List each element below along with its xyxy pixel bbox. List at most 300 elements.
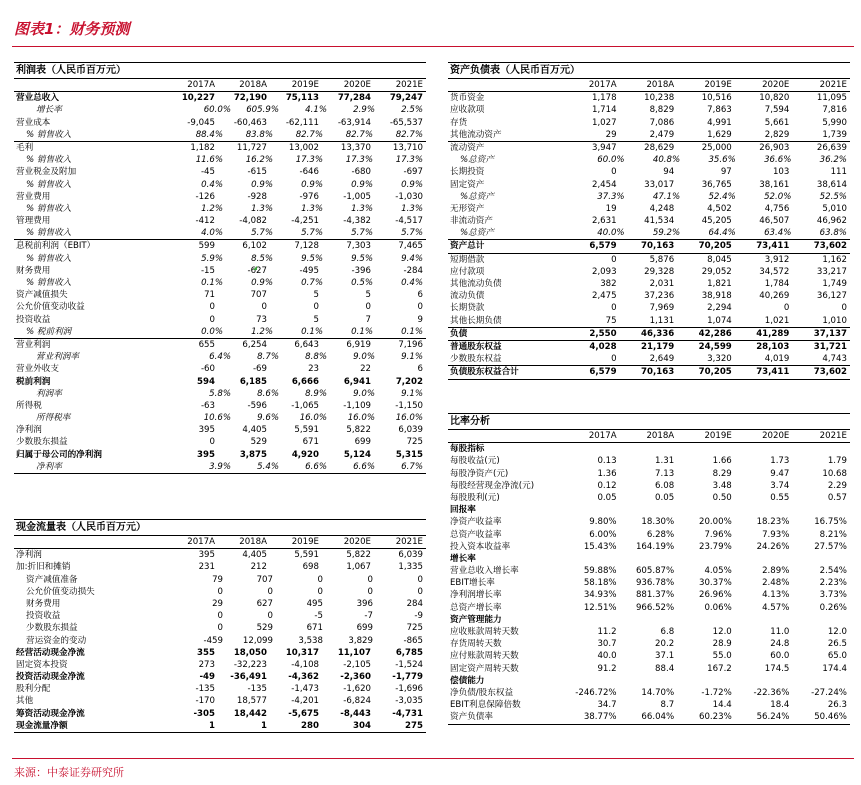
value-cell: 174.5 [764,663,790,674]
value-cell: 33,217 [816,266,847,277]
value-cell: 91.2 [597,663,617,674]
value-cell: 9.0% [353,352,375,363]
value-cell: 0 [217,611,223,622]
value-cell [735,504,793,516]
value-cell [792,675,850,687]
year-header: 2018A [239,80,267,90]
row-label: EBIT利息保障倍数 [450,700,521,711]
row-label: 每股收益(元) [450,456,500,467]
value-cell: 73,411 [756,367,790,378]
row-label: 少数股东损益 [26,623,78,634]
value-cell: -1,473 [291,684,319,695]
table-row [14,412,426,424]
value-cell: -5,675 [288,708,319,719]
year-header: 2020E [762,431,790,441]
value-cell: 24,599 [698,341,732,352]
column-header-row [448,79,850,92]
value-cell: -976 [299,191,319,202]
value-cell: 4,743 [822,354,847,365]
row-label: % 销售收入 [26,129,72,140]
value-cell: 8.8% [305,352,327,363]
table-row [14,708,426,720]
value-cell [677,443,735,455]
table-row [448,699,850,711]
value-cell: -63 [200,400,215,411]
row-label: 偿债能力 [450,675,485,686]
row-label: % 销售收入 [26,203,72,214]
row-label: 毛利 [16,142,34,153]
value-cell: 1.31 [655,456,675,467]
table-title: 利润表（人民币百万元） [14,62,426,79]
value-cell: 64.4% [708,228,736,239]
value-cell: 16.2% [245,155,273,166]
value-cell: 1,749 [822,279,847,289]
table-row [448,541,850,553]
row-label: 营业利润率 [36,352,79,363]
value-cell: 2.23% [819,578,847,589]
value-cell: 14.70% [641,687,675,698]
value-cell: -1,524 [395,659,423,670]
value-cell: 37.1 [655,651,675,662]
value-cell: 304 [353,720,371,731]
value-cell: 8.7% [257,352,279,363]
table-row [448,215,850,227]
year-header: 2020E [762,80,790,90]
value-cell: 167.2 [707,663,732,674]
value-cell: -63,914 [337,117,371,128]
table-row [448,455,850,467]
table-row [14,436,426,448]
table-row [448,191,850,203]
value-cell: 10,820 [759,93,790,104]
value-cell: 46,507 [759,216,790,227]
table-row [14,314,426,326]
value-cell: 7,465 [398,241,423,252]
year-header: 2017A [187,80,215,90]
value-cell: -62,111 [285,117,319,128]
value-cell: 40,269 [759,291,790,302]
value-cell: 15.43% [583,541,617,552]
value-cell: -1,005 [343,191,371,202]
value-cell: 0 [209,314,215,325]
value-cell: 3,538 [298,635,323,646]
row-label: %总资产 [460,228,494,239]
value-cell: 28,103 [756,341,790,352]
value-cell: 273 [198,659,215,670]
value-cell: 24.8 [770,639,790,650]
row-label: 其他流动资产 [450,129,502,140]
table-row [14,574,426,586]
row-label: 货币资金 [450,93,485,104]
row-label: % 销售收入 [26,228,72,239]
value-cell: 495 [306,598,323,609]
value-cell: 174.4 [822,663,847,674]
value-cell: 8.5% [251,253,273,264]
table-row [14,289,426,301]
value-cell: 1,027 [591,117,617,128]
value-cell: 11.6% [195,155,223,166]
row-label: 净利润增长率 [450,590,502,601]
value-cell: 5,591 [294,550,319,561]
value-cell: 29 [212,598,223,609]
value-cell: 1.79 [827,456,847,467]
value-cell: 11,107 [337,647,371,658]
value-cell: -4,362 [288,672,319,683]
value-cell: -928 [247,191,267,202]
value-cell: 6,643 [294,339,319,350]
value-cell: 6,579 [589,367,617,378]
value-cell: 18.23% [756,517,790,528]
value-cell: 0.50 [712,492,732,503]
value-cell [677,504,735,516]
value-cell: 13,002 [288,142,319,153]
table-row [448,254,850,266]
row-label: 长期投资 [450,167,485,178]
value-cell: 75,113 [285,93,319,104]
value-cell: 9.47 [770,468,790,479]
source-note: 来源：中泰证券研究所 [14,766,124,779]
value-cell: 3.48 [712,480,732,491]
value-cell: 8.29 [712,468,732,479]
table-row [14,179,426,191]
value-cell: 3,912 [764,254,790,265]
value-cell: 0.1% [201,278,223,288]
value-cell: 2,475 [591,291,617,302]
value-cell [792,553,850,565]
row-label: 应付账款周转天数 [450,651,519,662]
value-cell [620,443,678,455]
value-cell: 284 [406,598,423,609]
table-row [448,353,850,366]
value-cell: 0 [217,623,223,634]
year-header: 2021E [395,80,423,90]
row-label: 归属于母公司的净利润 [16,449,102,460]
value-cell: 10,238 [644,93,675,104]
value-cell: 88.4 [655,663,675,674]
row-label: 流动资产 [450,142,485,153]
value-cell: 0.4% [401,278,423,288]
value-cell: 395 [197,449,215,460]
value-cell [562,614,620,626]
header-label-cell [448,79,562,91]
value-cell [620,675,678,687]
value-cell: 82.7% [295,129,323,140]
value-cell: 725 [406,437,423,448]
row-label: 资产减值准备 [26,574,78,585]
value-cell [677,553,735,565]
value-cell: 0 [611,303,617,314]
value-cell: 0 [367,586,373,597]
value-cell: 1,010 [822,315,847,326]
value-cell: 103 [772,167,790,178]
value-cell: 37.3% [597,191,625,202]
value-cell: 26,639 [816,142,847,153]
value-cell: 0 [313,302,319,313]
value-cell: 30.7 [597,639,617,650]
value-cell: 9.6% [257,413,279,424]
value-cell: 5,124 [343,449,371,460]
value-cell [620,504,678,516]
value-cell: 1,714 [591,105,617,116]
value-cell: 655 [198,339,215,350]
table-row [448,516,850,528]
row-label: 其他流动负债 [450,279,502,289]
balance-sheet-table [448,62,850,380]
value-cell: -680 [351,167,371,178]
value-cell: 10,516 [701,93,732,104]
value-cell: 10.6% [203,413,231,424]
value-cell: 65.0 [827,651,847,662]
value-cell: 28.9 [712,639,732,650]
value-cell: 1,739 [822,129,847,140]
section-header-row [448,675,850,687]
value-cell: 164.19% [635,541,675,552]
value-cell: 5.7% [351,228,373,239]
table-row [14,363,426,375]
row-label: 加:折旧和摊销 [16,562,71,573]
value-cell: 38,918 [701,291,732,302]
year-header: 2019E [704,431,732,441]
year-header: 2018A [646,431,675,441]
value-cell: 5,822 [346,425,371,436]
table-row [14,586,426,598]
value-cell: -1,030 [395,191,423,202]
value-cell: 50.46% [814,712,847,723]
table-row [14,92,426,104]
value-cell [792,504,850,516]
value-cell: -49 [199,672,215,683]
value-cell: 4.0% [201,228,223,239]
value-cell: 58.18% [583,578,617,589]
value-cell: 29 [605,129,617,140]
value-cell [735,614,793,626]
value-cell: 6,941 [343,376,371,387]
value-cell: 12.0 [712,627,732,637]
value-cell: -646 [299,167,319,178]
value-cell: 5.8% [209,388,231,399]
table-row [448,650,850,662]
value-cell: 34,572 [759,266,790,277]
value-cell: 0 [261,302,267,313]
value-cell: 4,991 [707,117,732,128]
table-row [14,449,426,461]
table-row [14,424,426,436]
year-header: 2017A [588,80,617,90]
table-row [448,589,850,601]
value-cell: 605.9% [246,105,279,116]
value-cell: 966.52% [635,602,675,613]
value-cell: 0.55 [770,492,790,503]
row-label: 每股净资产(元) [450,468,509,479]
value-cell: -4,201 [291,696,319,707]
value-cell: 12.0 [827,627,847,637]
value-cell: 83.8% [245,129,273,140]
value-cell: 11.0 [770,627,790,637]
header-label-cell [14,79,166,91]
value-cell: 45,205 [701,216,732,227]
value-cell: 1,074 [707,315,732,326]
row-label: 少数股东权益 [450,354,502,365]
value-cell: 6.28% [646,529,675,540]
value-cell: 72,190 [233,93,267,104]
value-cell: -1,696 [395,684,423,695]
row-label: 长期贷款 [450,303,485,314]
value-cell: 60.0 [770,651,790,662]
value-cell: 2,829 [764,129,790,140]
row-label: 增长率 [450,553,476,564]
value-cell: 0.12 [597,480,617,491]
value-cell: 26.96% [699,590,732,601]
row-label: 财务费用 [26,598,61,609]
value-cell: 699 [354,437,371,448]
value-cell: 35.6% [708,155,736,166]
value-cell: 63.8% [819,228,847,239]
value-cell: 41,289 [756,328,790,339]
value-cell: 2.54% [819,566,847,577]
value-cell: 0.13 [597,456,617,467]
row-label: 每股股利(元) [450,492,500,503]
row-label: 净利润 [16,550,42,561]
value-cell: 7,128 [294,241,319,252]
table-row [14,301,426,313]
income-statement-table [14,62,426,474]
table-row [448,602,850,614]
row-label: 回报率 [450,505,476,516]
value-cell: 1,178 [591,93,617,104]
value-cell: 40.0 [597,651,617,662]
value-cell: 4.57% [762,602,790,613]
row-label: %总资产 [460,155,494,166]
row-label: 每股经营现金净流(元) [450,480,535,491]
table-row [14,351,426,363]
value-cell: 9.5% [351,253,373,264]
value-cell: 0 [365,302,371,313]
value-cell: 3,947 [591,142,617,153]
value-cell: 9.1% [401,352,423,363]
row-label: 固定资产周转天数 [450,663,519,674]
row-label: 短期借款 [450,254,485,265]
row-label: 息税前利润（EBIT） [16,241,96,252]
value-cell: 52.0% [764,191,792,202]
value-cell [562,553,620,565]
row-label: 公允价值变动收益 [16,302,85,313]
value-cell: -69 [252,364,267,375]
value-cell: 79,247 [389,93,423,104]
value-cell: 0 [841,303,847,314]
value-cell: 4.1% [305,105,327,116]
row-label: 营业费用 [16,191,51,202]
value-cell: -246.72% [575,687,617,698]
value-cell: 20.00% [699,517,732,528]
column-header-row [14,79,426,92]
row-label: % 销售收入 [26,179,72,190]
value-cell: 395 [198,550,215,561]
row-label: 营业总收入增长率 [450,566,519,577]
value-cell: 707 [250,290,267,301]
value-cell: 46,962 [816,216,847,227]
value-cell: -60,463 [233,117,267,128]
value-cell: 2,031 [649,279,675,289]
value-cell: 0.57 [827,492,847,503]
table-row [448,227,850,240]
table-row [14,277,426,289]
value-cell: 36,127 [816,291,847,302]
value-cell: 26.3 [827,700,847,711]
value-cell: 4,248 [649,203,675,214]
value-cell: 29,328 [644,266,675,277]
table-row [14,635,426,647]
value-cell: 1,821 [707,279,732,289]
row-label: 其他 [16,696,34,707]
value-cell [620,553,678,565]
value-cell: 6.7% [401,461,423,472]
table-row [14,240,426,252]
value-cell [792,443,850,455]
table-row [448,492,850,504]
value-cell: 6 [417,364,423,375]
value-cell: 1.2% [251,326,273,337]
row-label: 营业外收支 [16,364,59,375]
value-cell: 9.80% [589,517,617,528]
value-cell: 13,710 [392,142,423,153]
value-cell: 55.0 [712,651,732,662]
value-cell: 5,822 [346,550,371,561]
row-label: 营业成本 [16,117,51,128]
value-cell: 1.3% [401,203,423,214]
value-cell: 3,829 [348,635,373,646]
value-cell: -495 [299,265,319,276]
value-cell: 18,442 [233,708,267,719]
value-cell: 42,286 [698,328,732,339]
row-label: 所得税 [16,400,42,411]
row-label: 资产管理能力 [450,614,502,625]
value-cell: 1,162 [822,254,847,265]
value-cell: 10,227 [181,93,215,104]
section-header-row [448,614,850,626]
value-cell: 529 [256,623,273,634]
table-row [448,663,850,675]
value-cell: 75 [605,315,617,326]
value-cell: 6,919 [346,339,371,350]
value-cell: -22.36% [753,687,790,698]
year-header: 2019E [704,80,732,90]
table-row [14,400,426,412]
value-cell: 2,454 [591,179,617,190]
value-cell: 0.9% [351,179,373,190]
value-cell: -7 [364,611,373,622]
row-label: % 销售收入 [26,155,72,166]
value-cell: 38,614 [816,179,847,190]
value-cell: 6,185 [239,376,267,387]
value-cell: -1,620 [343,684,371,695]
value-cell: 11,095 [816,93,847,104]
value-cell: 36.6% [764,155,792,166]
table-row [448,92,850,104]
value-cell: 26.5 [827,639,847,650]
value-cell: 9.4% [401,253,423,264]
value-cell: 70,163 [641,367,675,378]
row-label: 现金流量净额 [16,720,68,731]
value-cell: 31,721 [813,341,847,352]
value-cell: 21,179 [641,341,675,352]
value-cell: -1,109 [343,400,371,411]
value-cell: 7,594 [764,105,790,116]
table-row [14,154,426,166]
value-cell: 34.7 [597,700,617,711]
value-cell: 280 [301,720,319,731]
value-cell: 5,591 [294,425,319,436]
value-cell: 0 [317,574,323,585]
